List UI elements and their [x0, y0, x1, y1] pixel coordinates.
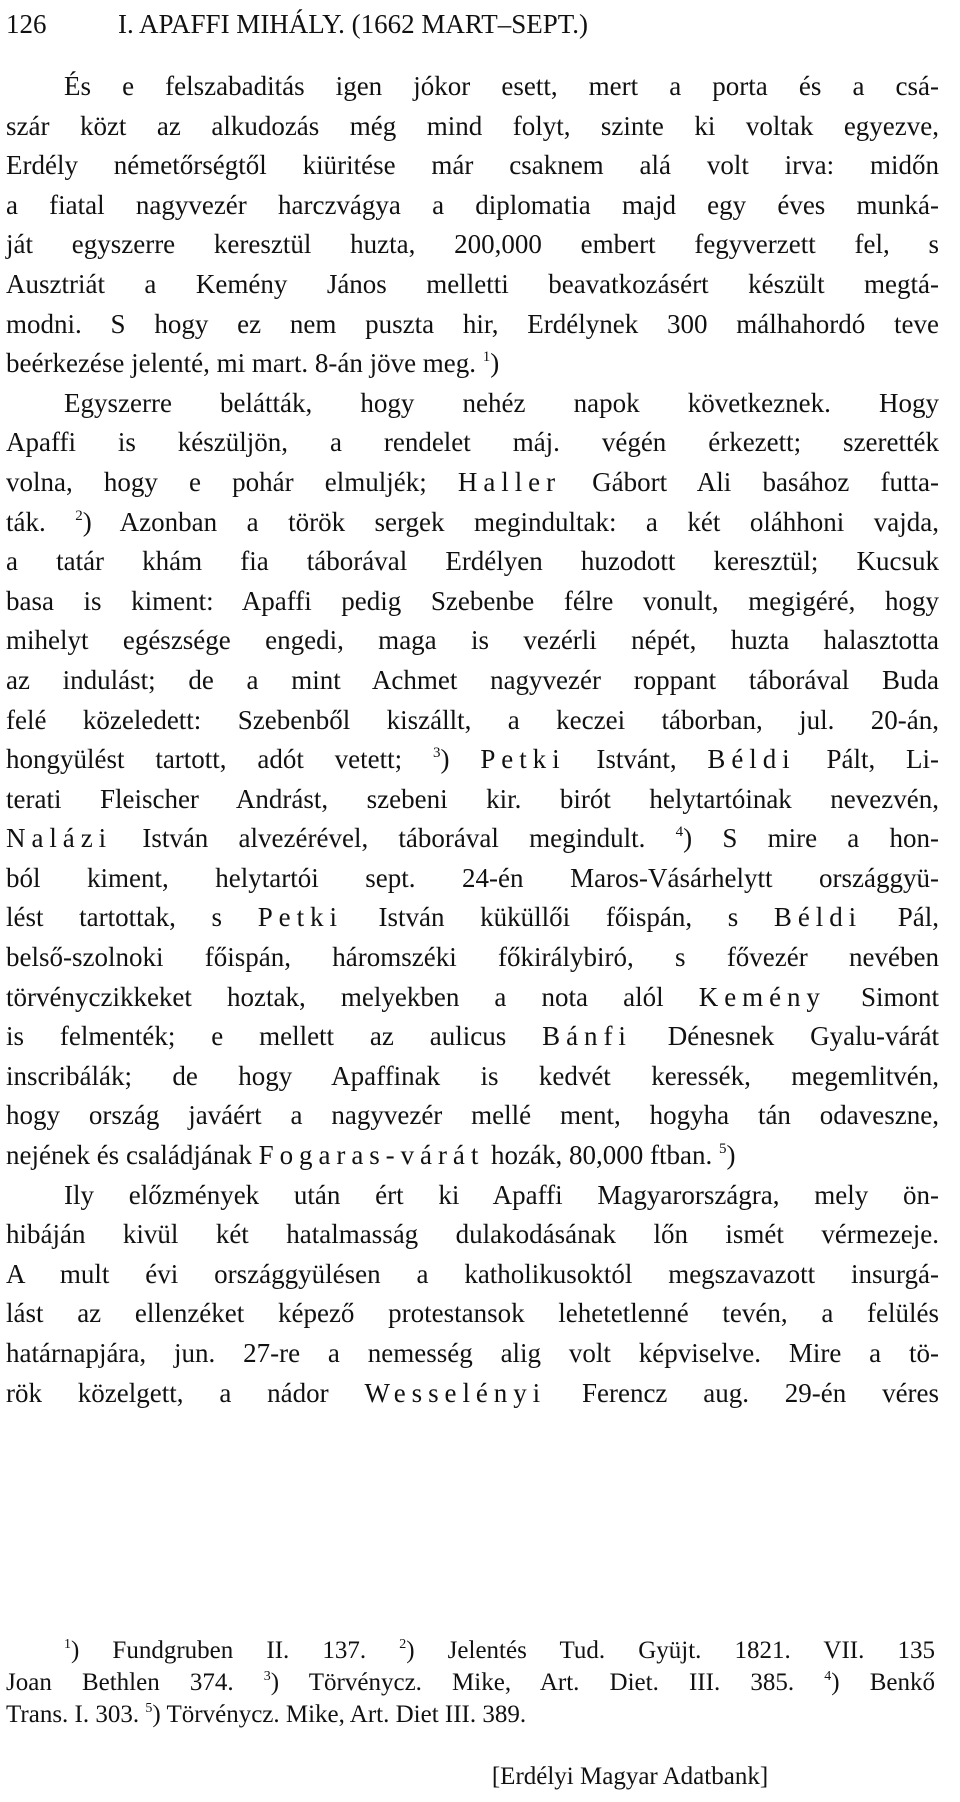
source-credit: [Erdélyi Magyar Adatbank]	[491, 1763, 769, 1790]
text-line: ját egyszerre keresztül huzta, 200,000 embert fegyverzett fel, s	[6, 229, 939, 260]
text-line: Egyszerre belátták, hogy nehéz napok következnek. Hogy	[64, 387, 939, 418]
spaced-name: Fogaras-várát	[258, 1140, 485, 1171]
text-line: lást az ellenzéket képező protestansok lehetetlenné tevén, a felülés	[6, 1298, 939, 1329]
footnote-ref: 1	[482, 349, 491, 366]
text-line: volna, hogy e pohár elmuljék; Haller Gábort Ali basához futta-	[6, 466, 940, 497]
footnote-ref: 2	[75, 507, 83, 524]
spaced-name: Petki	[480, 744, 566, 775]
text-line: És e felszabaditás igen jókor esett, mert a porta és a csá-	[64, 71, 939, 101]
footnote-line: Trans. I. 303. $^5$) Törvénycz. Mike, Art. Diet III. 389.	[6, 1701, 527, 1728]
footnote-ref: 4	[675, 824, 684, 841]
text-line: Ausztriát a Kemény János melletti beavatkozásért készült megtá-	[6, 268, 939, 299]
text-line: hogy ország javáért a nagyvezér mellé ment, hogyha tán odaveszne,	[6, 1100, 939, 1131]
footnote-ref: 5	[718, 1141, 727, 1158]
body-text	[6, 67, 939, 1413]
text-line: lést tartottak, s Petki István küküllői főispán, s Béldi Pál,	[6, 902, 940, 933]
text-line: A mult évi országgyülésen a katholikusoktól megszavazott insurgá-	[6, 1258, 939, 1289]
page-header	[6, 4, 936, 44]
text-line: terati Fleischer Andrást, szebeni kir. birót helytartóinak nevezvén,	[6, 783, 939, 814]
text-line: beérkezése jelenté, mi mart. 8-án jöve meg. $^1$)	[6, 348, 500, 379]
spaced-name: Bánfi	[542, 1021, 632, 1052]
text-line: Ily előzmények után ért ki Apaffi Magyarországra, mely ön-	[64, 1179, 939, 1210]
page-footer	[0, 1760, 960, 1794]
text-line: belső-szolnoki főispán, háromszéki főkirálybiró, s fővezér nevében	[6, 942, 939, 973]
text-line: szár közt az alkudozás még mind folyt, szinte ki voltak egyezve,	[6, 110, 939, 141]
text-line: is felmenték; e mellett az aulicus Bánfi Dénesnek Gyalu-várát	[6, 1021, 940, 1052]
text-line: nejének és családjának Fogaras-várát hozák, 80,000 ftban. $^5$)	[6, 1140, 736, 1171]
page-number: 126	[6, 9, 47, 39]
spaced-name: Béldi	[707, 744, 796, 775]
text-line: modni. S hogy ez nem puszta hir, Erdélynek 300 málhahordó teve	[6, 308, 939, 339]
text-line: Erdély németőrségtől kiüritése már csaknem alá volt irva: midőn	[6, 150, 939, 181]
text-line: határnapjára, jun. 27-re a nemesség alig volt képviselve. Mire a tö-	[6, 1338, 939, 1368]
text-line: inscribálák; de hogy Apaffinak is kedvét keressék, megemlitvén,	[6, 1060, 939, 1091]
text-line: mihelyt egészsége engedi, maga is vezérli népét, huzta halasztotta	[6, 625, 939, 656]
text-line: Apaffi is készüljön, a rendelet máj. végén érkezett; szerették	[6, 427, 939, 458]
footnote-line: $^1$) Fundgruben II. 137. $^2$) Jelentés Tud. Gyüjt. 1821. VII. 135	[64, 1637, 935, 1664]
text-line: a tatár khám fia táborával Erdélyen huzodott keresztül; Kucsuk	[6, 546, 939, 577]
text-line: a fiatal nagyvezér harczvágya a diplomatia majd egy éves munká-	[6, 189, 939, 220]
text-line: hibáján kivül két hatalmasság dulakodásának lőn ismét vérmezeje.	[6, 1219, 939, 1250]
running-title: I. APAFFI MIHÁLY. (1662 MART–SEPT.)	[118, 9, 588, 39]
text-line: felé közeledett: Szebenből kiszállt, a keczei táborban, jul. 20-án,	[6, 704, 939, 735]
footnote-line: Joan Bethlen 374. $^3$) Törvénycz. Mike, Art. Diet. III. 385. $^4$) Benkő	[6, 1669, 935, 1696]
footnotes	[6, 1635, 935, 1731]
spaced-name: Wesselényi	[364, 1377, 547, 1408]
text-line: az indulást; de a mint Achmet nagyvezér roppant táborával Buda	[6, 664, 939, 695]
spaced-name: Kemény	[698, 981, 826, 1012]
spaced-name: Béldi	[773, 902, 863, 933]
text-line: ból kiment, helytartói sept. 24-én Maros-Vásárhelytt országgyü-	[6, 862, 939, 893]
text-line: törvényczikkeket hoztak, melyekben a nota alól Kemény Simont	[6, 981, 940, 1012]
text-line: ták. $^2$) Azonban a török sergek megindultak: a két oláhhoni vajda,	[6, 506, 939, 537]
footnote-ref: 3	[432, 745, 441, 762]
text-line: hongyülést tartott, adót vetett; $^3$) Petki Istvánt, Béldi Pált, Li-	[6, 744, 940, 775]
spaced-name: Haller	[457, 466, 562, 497]
text-line: basa is kiment: Apaffi pedig Szebenbe félre vonult, megigéré, hogy	[6, 585, 939, 616]
text-line: Nalázi István alvezérével, táborával megindult. $^4$) S mire a hon-	[6, 823, 939, 854]
spaced-name: Nalázi	[6, 823, 113, 854]
text-line: rök közelgett, a nádor Wesselényi Ferencz aug. 29-én véres	[6, 1377, 940, 1408]
spaced-name: Petki	[257, 902, 343, 933]
